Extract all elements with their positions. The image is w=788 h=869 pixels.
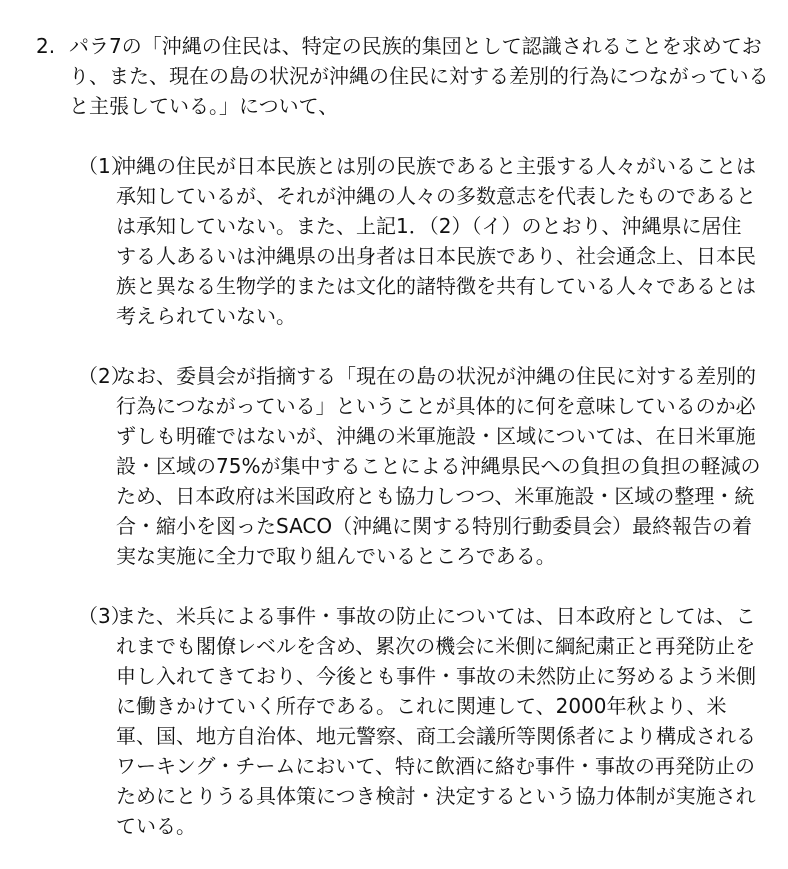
subitem-line: 考えられていない。	[116, 304, 296, 328]
subitem-3	[78, 601, 768, 841]
subitem-line: ている。	[116, 814, 196, 838]
subitem-1	[78, 151, 768, 331]
subitem-paragraph	[116, 151, 768, 331]
item-line: り、また、現在の島の状況が沖縄の住民に対する差別的行為につながっている	[69, 64, 769, 88]
subitem-line: 沖縄の住民が日本民族とは別の民族であると主張する人々がいることは	[116, 154, 756, 178]
subitem-line: する人あるいは沖縄県の出身者は日本民族であり、社会通念上、日本民	[116, 244, 756, 268]
item-line: と主張している。」について、	[69, 94, 339, 118]
subitem-line: ワーキング・チームにおいて、特に飲酒に絡む事件・事故の再発防止の	[116, 754, 755, 778]
subitem-line: 承知しているが、それが沖縄の人々の多数意志を代表したものであると	[116, 184, 756, 208]
item-2	[36, 31, 776, 121]
item-line: パラ7の「沖縄の住民は、特定の民族的集団として認識されることを求めてお	[69, 34, 762, 58]
subitem-line: ずしも明確ではないが、沖縄の米軍施設・区域については、在日米軍施	[116, 424, 756, 448]
subitem-paragraph	[116, 361, 768, 571]
subitem-line: 合・縮小を図ったSACO（沖縄に関する特別行動委員会）最終報告の着	[116, 514, 753, 538]
subitem-line: は承知していない。また、上記1．（2）（イ）のとおり、沖縄県に居住	[116, 214, 742, 238]
subitem-line: 実な実施に全力で取り組んでいるところである。	[116, 544, 556, 568]
subitem-line: 族と異なる生物学的または文化的諸特徴を共有している人々であるとは	[116, 274, 756, 298]
subitem-line: ためにとりうる具体策につき検討・決定するという協力体制が実施され	[116, 784, 756, 808]
subitem-number: （2）	[78, 364, 131, 388]
item-paragraph	[69, 31, 776, 121]
subitem-line: また、米兵による事件・事故の防止については、日本政府としては、こ	[116, 604, 756, 628]
item-number: 2.	[36, 34, 56, 58]
subitem-line: 行為につながっている」ということが具体的に何を意味しているのか必	[116, 394, 756, 418]
subitem-line: 設・区域の75%が集中することによる沖縄県民への負担の負担の軽減の	[116, 454, 761, 478]
subitem-line: 申し入れてきており、今後とも事件・事故の未然防止に努めるよう米側	[116, 664, 756, 688]
subitem-line: に働きかけていく所存である。これに関連して、2000年秋より、米	[116, 694, 727, 718]
subitem-line: なお、委員会が指摘する「現在の島の状況が沖縄の住民に対する差別的	[116, 364, 756, 388]
subitem-2	[78, 361, 768, 571]
subitem-line: れまでも閣僚レベルを含め、累次の機会に米側に綱紀粛正と再発防止を	[116, 634, 756, 658]
subitem-number: （3）	[78, 604, 131, 628]
subitem-paragraph	[116, 601, 768, 841]
subitem-line: ため、日本政府は米国政府とも協力しつつ、米軍施設・区域の整理・統	[116, 484, 755, 508]
subitem-line: 軍、国、地方自治体、地元警察、商工会議所等関係者により構成される	[116, 724, 756, 748]
subitem-number: （1）	[78, 154, 131, 178]
